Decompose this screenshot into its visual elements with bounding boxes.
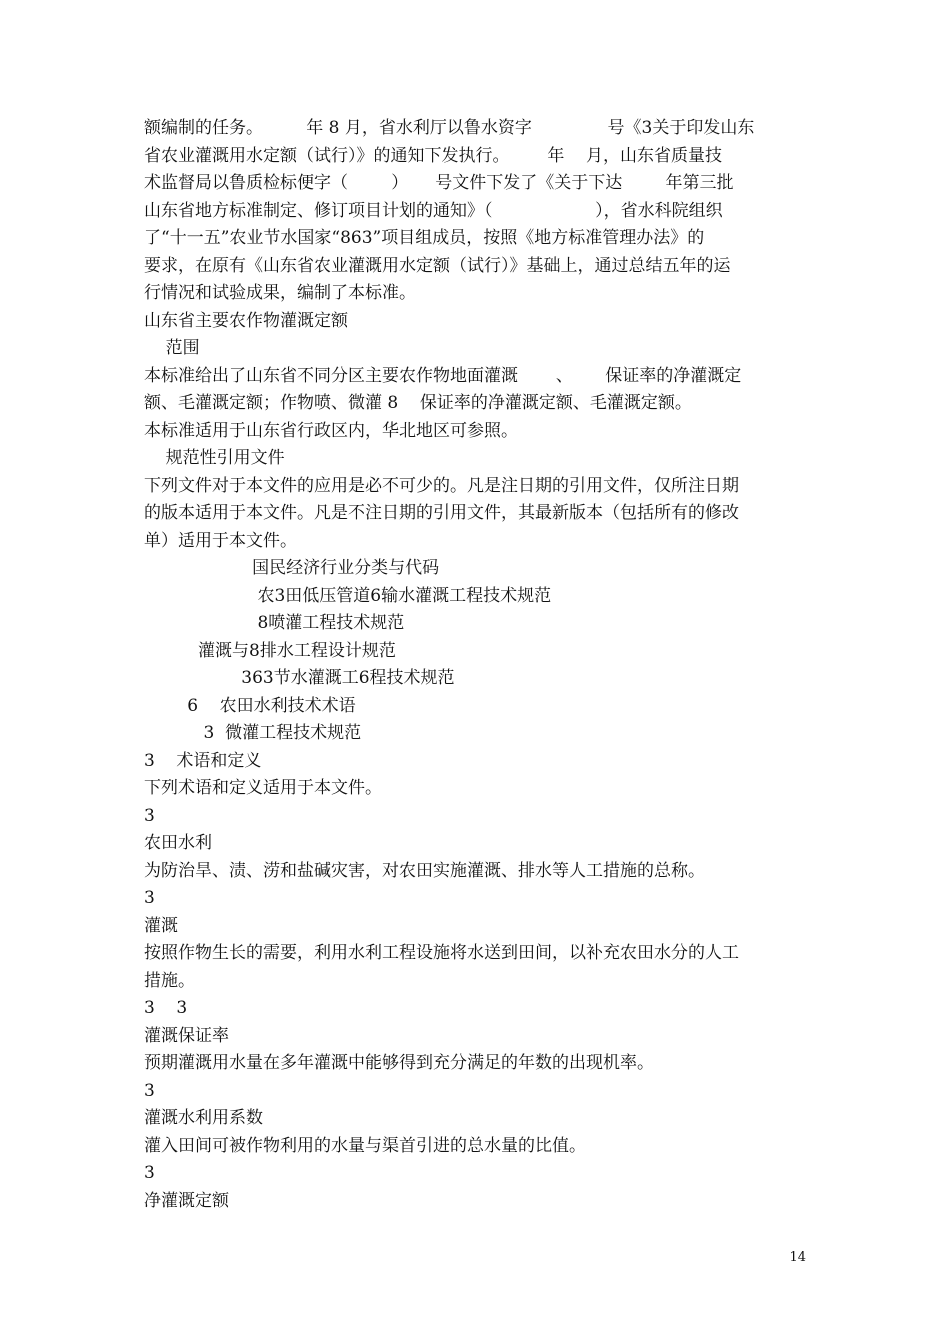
text-line: 下列术语和定义适用于本文件。 (144, 778, 382, 798)
reference-line: 3 微灌工程技术规范 (144, 723, 362, 743)
reference-line: 363节水灌溉工6程技术规范 (144, 668, 455, 688)
reference-line: 6 农田水利技术术语 (144, 696, 356, 716)
clause-number: 3 (144, 1163, 155, 1183)
clause-number: 3 (144, 806, 155, 826)
reference-line: 8喷灌工程技术规范 (144, 613, 405, 633)
term: 净灌溉定额 (144, 1191, 229, 1211)
text-line: 术监督局以鲁质检标便字（ ） 号文件下发了《关于下达 年第三批 (144, 173, 734, 193)
text-line: 额编制的任务。 年 8 月，省水利厅以鲁水资字 号《3关于印发山东 (144, 118, 755, 138)
clause-number: 3 3 (144, 998, 188, 1018)
term: 灌溉保证率 (144, 1026, 229, 1046)
text-line: 了“十一五”农业节水国家“863”项目组成员，按照《地方标准管理办法》的 (144, 228, 705, 248)
text-line: 下列文件对于本文件的应用是必不可少的。凡是注日期的引用文件，仅所注日期 (144, 476, 739, 496)
page-number: 14 (789, 1250, 806, 1265)
text-line: 本标准适用于山东省行政区内，华北地区可参照。 (144, 421, 518, 441)
term: 灌溉水利用系数 (144, 1108, 263, 1128)
definition: 灌入田间可被作物利用的水量与渠首引进的总水量的比值。 (144, 1136, 586, 1156)
text-line: 行情况和试验成果，编制了本标准。 (144, 283, 416, 303)
definition: 措施。 (144, 971, 195, 991)
section-heading: 规范性引用文件 (144, 448, 285, 468)
reference-line: 灌溉与8排水工程设计规范 (144, 641, 396, 661)
text-line: 省农业灌溉用水定额（试行）》的通知下发执行。 年 月，山东省质量技 (144, 146, 722, 166)
section-heading: 范围 (144, 338, 200, 358)
clause-number: 3 (144, 1081, 155, 1101)
definition: 为防治旱、渍、涝和盐碱灾害，对农田实施灌溉、排水等人工措施的总称。 (144, 861, 705, 881)
term: 灌溉 (144, 916, 178, 936)
text-line: 本标准给出了山东省不同分区主要农作物地面灌溉 、 保证率的净灌溉定 (144, 366, 742, 386)
definition: 预期灌溉用水量在多年灌溉中能够得到充分满足的年数的出现机率。 (144, 1053, 654, 1073)
section-heading: 3 术语和定义 (144, 751, 262, 771)
text-line: 单）适用于本文件。 (144, 531, 297, 551)
section-heading: 山东省主要农作物灌溉定额 (144, 311, 348, 331)
reference-line: 国民经济行业分类与代码 (144, 558, 440, 578)
definition: 按照作物生长的需要，利用水利工程设施将水送到田间，以补充农田水分的人工 (144, 943, 739, 963)
text-line: 的版本适用于本文件。凡是不注日期的引用文件，其最新版本（包括所有的修改 (144, 503, 739, 523)
term: 农田水利 (144, 833, 212, 853)
reference-line: 农3田低压管道6输水灌溉工程技术规范 (144, 586, 552, 606)
text-line: 要求，在原有《山东省农业灌溉用水定额（试行）》基础上，通过总结五年的运 (144, 256, 731, 276)
text-line: 额、毛灌溉定额；作物喷、微灌 8 保证率的净灌溉定额、毛灌溉定额。 (144, 393, 692, 413)
text-line: 山东省地方标准制定、修订项目计划的通知》（ ），省水科院组织 (144, 201, 723, 221)
clause-number: 3 (144, 888, 155, 908)
